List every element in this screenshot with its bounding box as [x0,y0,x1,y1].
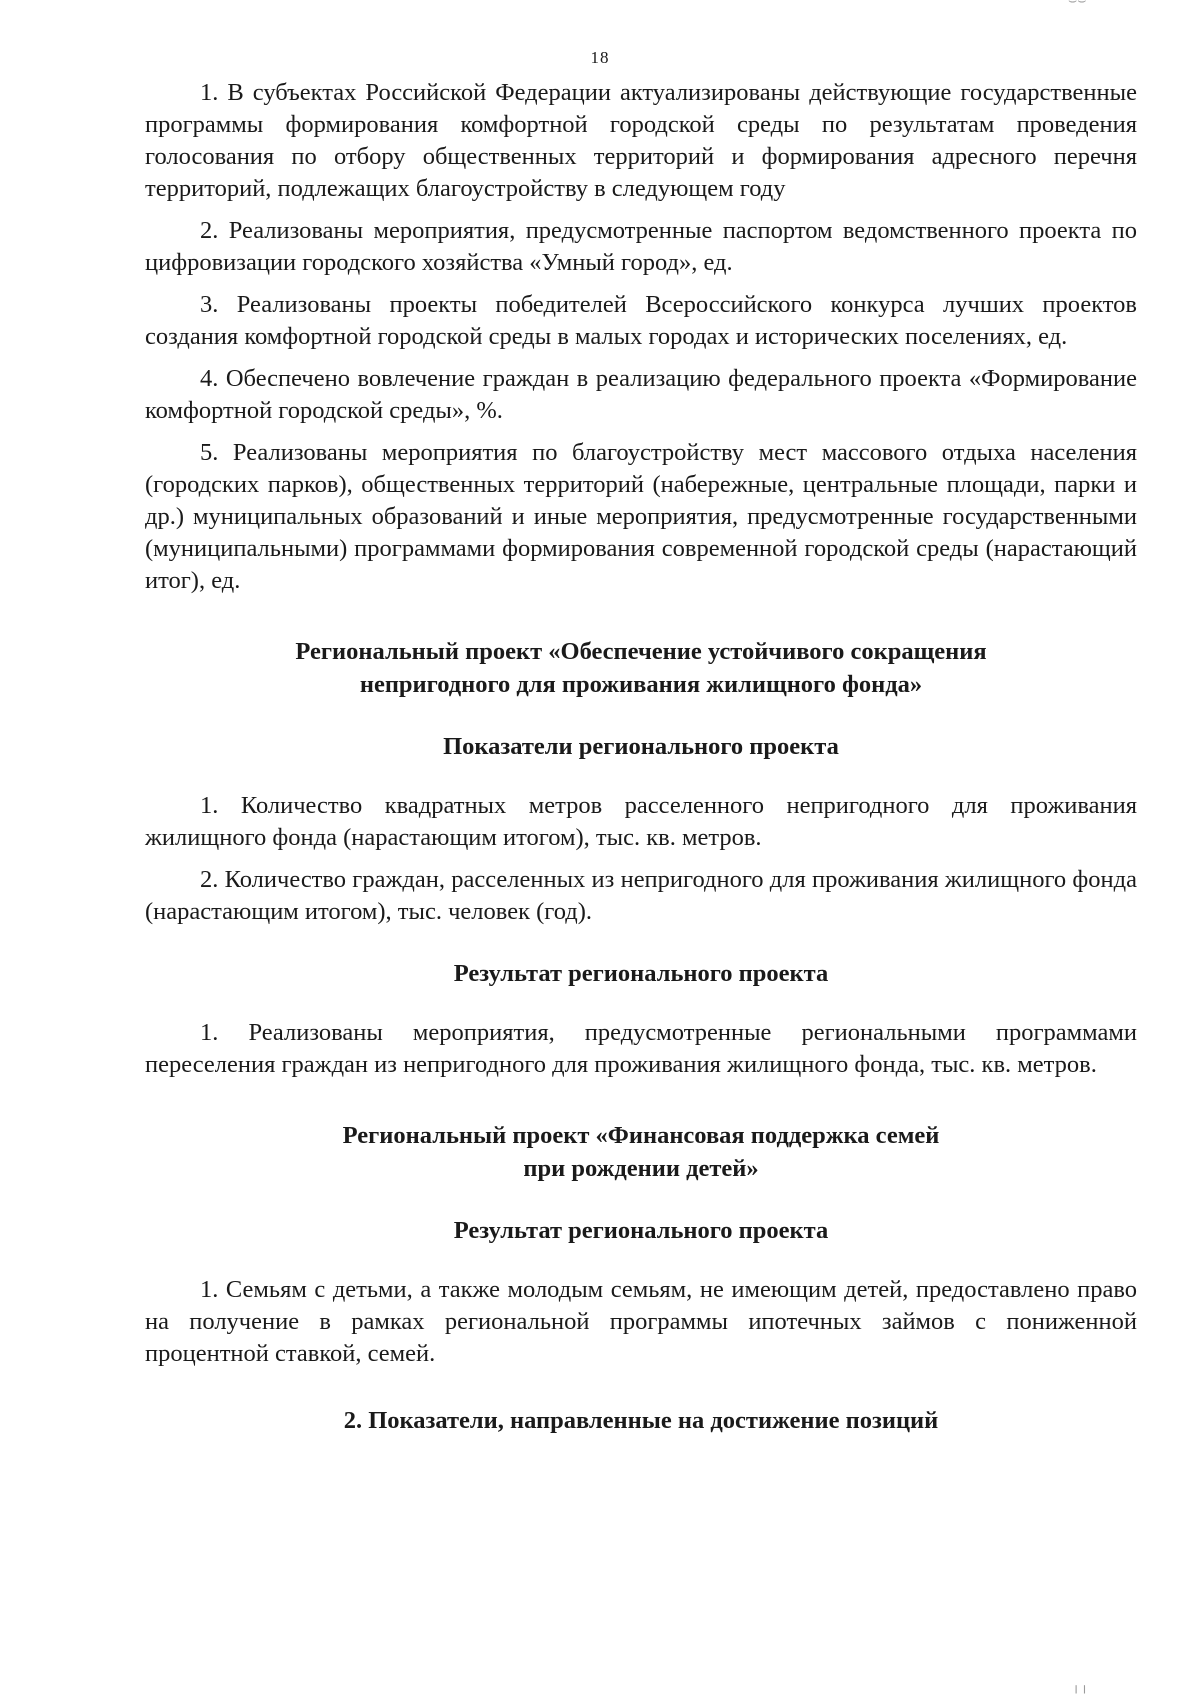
list-item: 1. В субъектах Российской Федерации актуализированы действующие государственные программы формирования комфортной городской среды по результатам проведения голосования по отбору общественных территорий и формирования адресного перечня территорий, подлежащих благоустройству в следующем году [145,79,1137,202]
list-item: 3. Реализованы проекты победителей Всероссийского конкурса лучших проектов создания комфортной городской среды в малых городах и исторических поселениях, ед. [145,291,1137,350]
result-heading: Результат регионального проекта [453,960,829,987]
project-heading-families [145,1119,1137,1185]
project-heading-line: непригодного для проживания жилищного фонда» [359,671,923,698]
scan-edge-mark-bottom: ╷╷ [1072,1679,1089,1694]
project-heading-line: при рождении детей» [523,1155,759,1182]
project-heading-line: Региональный проект «Финансовая поддержка семей [342,1122,940,1149]
result-item: 1. Реализованы мероприятия, предусмотренные региональными программами переселения граждан из непригодного для проживания жилищного фонда, тыс. кв. метров. [145,1019,1137,1078]
list-item: 4. Обеспечено вовлечение граждан в реализацию федерального проекта «Формирование комфортной городской среды», %. [145,365,1137,424]
project-heading-housing [145,635,1137,701]
indicators-heading: Показатели регионального проекта [443,733,839,760]
list-item: 5. Реализованы мероприятия по благоустройству мест массового отдыха населения (городских парков), общественных территорий (набережные, центральные площади, парки и др.) муниципальных образований и иные мероприятия, предусмотренные государственными (муниципальными) программами формирования современной городской среды (нарастающий итог), ед. [145,439,1137,594]
scan-edge-mark-top: ⌣⌣ [1068,0,1087,9]
list-item: 2. Реализованы мероприятия, предусмотренные паспортом ведомственного проекта по цифровизации городского хозяйства «Умный город», ед. [145,217,1137,276]
document-body [145,77,1137,1437]
indicator-item: 2. Количество граждан, расселенных из непригодного для проживания жилищного фонда (нарастающим итогом), тыс. человек (год). [145,866,1137,925]
page-number: 18 [590,48,610,67]
indicator-item: 1. Количество квадратных метров расселенного непригодного для проживания жилищного фонда (нарастающим итогом), тыс. кв. метров. [145,792,1137,851]
result-heading: Результат регионального проекта [453,1217,829,1244]
project-heading-line: Региональный проект «Обеспечение устойчивого сокращения [295,638,987,665]
section-heading: 2. Показатели, направленные на достижение позиций [343,1407,939,1434]
result-item: 1. Семьям с детьми, а также молодым семьям, не имеющим детей, предоставлено право на получение в рамках региональной программы ипотечных займов с пониженной процентной ставкой, семей. [145,1276,1137,1367]
